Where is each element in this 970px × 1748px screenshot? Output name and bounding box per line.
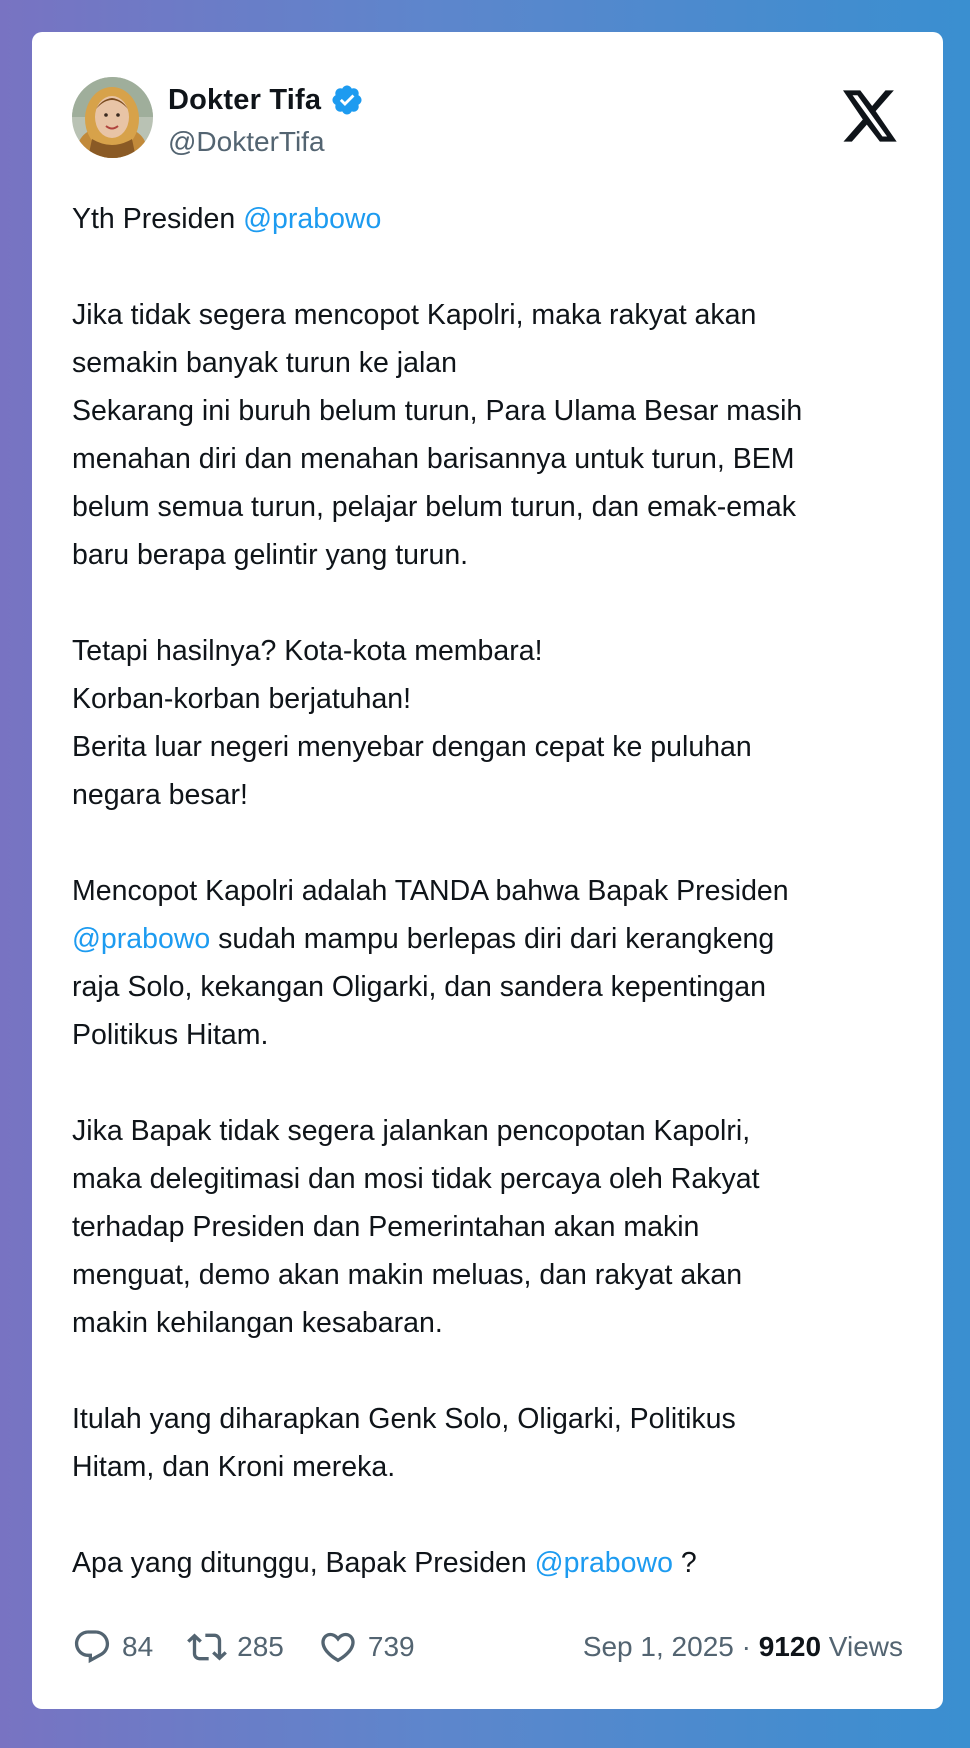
mention-link[interactable]: @prabowo <box>534 1547 673 1579</box>
paragraph-break <box>72 243 902 291</box>
reply-button[interactable] <box>72 1627 153 1667</box>
tweet-line: negara besar! <box>72 779 248 811</box>
tweet-line: belum semua turun, pelajar belum turun, dan emak-emak <box>72 491 796 523</box>
tweet-line: @prabowo sudah mampu berlepas diri dari kerangkeng <box>72 923 775 955</box>
reply-icon <box>72 1627 112 1667</box>
mention-link[interactable]: @prabowo <box>243 203 382 235</box>
tweet-line: Itulah yang diharapkan Genk Solo, Oligarki, Politikus <box>72 1403 736 1435</box>
like-button[interactable] <box>318 1627 415 1667</box>
tweet-line: raja Solo, kekangan Oligarki, dan sandera kepentingan <box>72 971 766 1003</box>
avatar[interactable] <box>72 77 153 158</box>
views-label: Views <box>821 1631 903 1662</box>
tweet-line: makin kehilangan kesabaran. <box>72 1307 443 1339</box>
x-logo-icon[interactable] <box>843 90 899 142</box>
paragraph-break <box>72 1059 902 1107</box>
tweet-line: Politikus Hitam. <box>72 1019 269 1051</box>
tweet-line: Mencopot Kapolri adalah TANDA bahwa Bapak Presiden <box>72 875 789 907</box>
tweet-meta <box>583 1631 903 1663</box>
tweet-footer <box>72 1623 903 1671</box>
meta-separator: · <box>733 1631 759 1662</box>
tweet-line: Tetapi hasilnya? Kota-kota membara! <box>72 635 543 667</box>
reply-count: 84 <box>122 1631 154 1662</box>
tweet-line: menguat, demo akan makin meluas, dan rakyat akan <box>72 1259 743 1291</box>
tweet-line: baru berapa gelintir yang turun. <box>72 539 469 571</box>
tweet-line: Jika Bapak tidak segera jalankan pencopotan Kapolri, <box>72 1115 751 1147</box>
tweet-line: menahan diri dan menahan barisannya untuk turun, BEM <box>72 443 795 475</box>
tweet-line: Yth Presiden @prabowo <box>72 203 382 235</box>
tweet-line: Berita luar negeri menyebar dengan cepat ke puluhan <box>72 731 752 763</box>
retweet-button[interactable] <box>187 1627 284 1667</box>
paragraph-break <box>72 1347 902 1395</box>
tweet-line: Jika tidak segera mencopot Kapolri, maka rakyat akan <box>72 299 757 331</box>
tweet-line: maka delegitimasi dan mosi tidak percaya oleh Rakyat <box>72 1163 760 1195</box>
tweet-date[interactable]: Sep 1, 2025 <box>582 1631 734 1662</box>
verified-badge-icon <box>330 83 364 117</box>
paragraph-break <box>72 579 902 627</box>
tweet-line: Apa yang ditunggu, Bapak Presiden @prabowo ? <box>72 1547 697 1579</box>
paragraph-break <box>72 1491 902 1539</box>
tweet-line: terhadap Presiden dan Pemerintahan akan makin <box>72 1211 700 1243</box>
heart-icon <box>318 1627 358 1667</box>
tweet-card <box>32 32 943 1709</box>
author-display-name[interactable]: Dokter Tifa <box>168 83 322 116</box>
tweet-line: Sekarang ini buruh belum turun, Para Ulama Besar masih <box>72 395 803 427</box>
views-count: 9120 <box>758 1631 822 1662</box>
retweet-icon <box>187 1627 227 1667</box>
mention-link[interactable]: @prabowo <box>72 923 211 955</box>
author-handle[interactable]: @DokterTifa <box>168 126 325 157</box>
like-count: 739 <box>367 1631 415 1662</box>
author-name-row <box>168 80 364 120</box>
paragraph-break <box>72 819 902 867</box>
tweet-line: Hitam, dan Kroni mereka. <box>72 1451 396 1483</box>
tweet-text <box>72 195 902 1587</box>
tweet-line: semakin banyak turun ke jalan <box>72 347 457 379</box>
retweet-count: 285 <box>237 1631 284 1662</box>
avatar-photo <box>72 77 153 158</box>
tweet-line: Korban-korban berjatuhan! <box>72 683 412 715</box>
